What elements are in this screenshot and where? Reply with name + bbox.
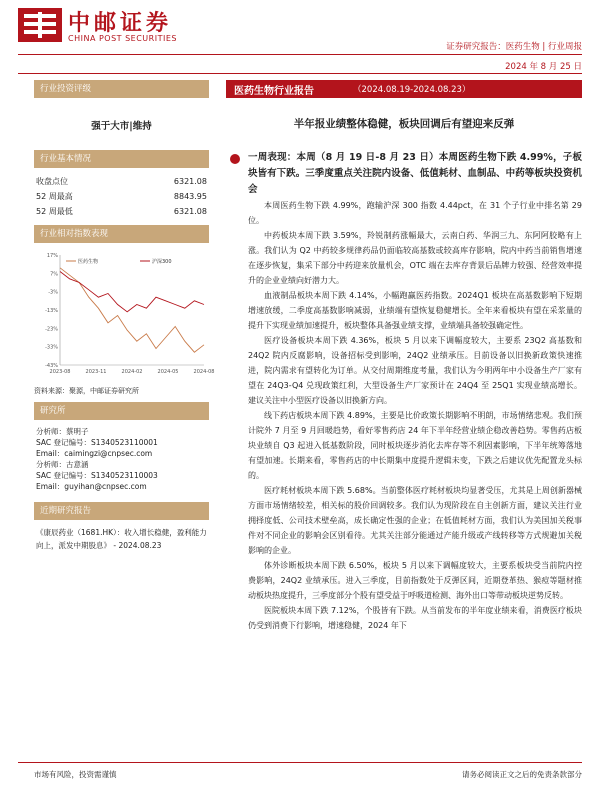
y-tick-label: -23% bbox=[45, 326, 58, 333]
body-paragraph: 医疗耗材板块本周下跌 5.68%。当前整体医疗耗材板块均显著受压，尤其是上周创新器械方面市场情绪较差，相关标的股价回调较多。我们认为现阶段在自主创新方面，建议关注行业拥择度低、公司技术壁垒高，成长确定性强的企业；在低值耗材方面，我们认为美国加关税事件对不同企业的影响会区别看待。尤其关注部分能通过产能升级或产线转移等方式规避加关税影响的企业。 bbox=[248, 486, 582, 555]
analyst-line: 分析师：古意涵 bbox=[36, 460, 89, 469]
body-paragraph: 医院板块本周下跌 7.12%，个股皆有下跌。从当前发布的半年度业绩来看，消费医疗板块仍受到消费下行影响，增速稳健，2024 年下 bbox=[248, 606, 582, 630]
analyst-email[interactable]: Email：caimingzi@cnpsec.com bbox=[36, 449, 153, 458]
x-tick-label: 2024-02 bbox=[121, 369, 143, 375]
body-paragraph: 本周医药生物下跌 4.99%，跑输沪深 300 指数 4.44pct，在 31 个子行业中排名第 29 位。 bbox=[248, 201, 582, 225]
relative-index-heading: 行业相对指数表现 bbox=[34, 225, 209, 243]
brand-name-cn: 中邮证券 bbox=[68, 11, 173, 36]
report-title: 医药生物行业报告 bbox=[234, 86, 314, 97]
series-line-1 bbox=[60, 272, 204, 312]
report-banner bbox=[226, 80, 582, 98]
analyst-line: 分析师：蔡明子 bbox=[36, 427, 89, 436]
recent-reports-heading: 近期研究报告 bbox=[34, 502, 209, 520]
report-body bbox=[248, 150, 582, 633]
relative-index-chart bbox=[34, 247, 215, 382]
analyst-heading: 研究所 bbox=[34, 402, 209, 420]
report-date: 2024 年 8 月 25 日 bbox=[505, 62, 582, 72]
legend-label: 沪深300 bbox=[152, 259, 172, 265]
body-paragraph: 中药板块本周下跌 3.59%，羚锐制药涨幅最大，云南白药、华润三九、东阿阿胶略有上涨。我们认为 Q2 中药较多规律药品仍面临较高基数或较高库存影响，院内中药当前销售增速在逐步恢复，集采下部分中药迎来放量机会，OTC 端在去库存背景后品牌力较强、经营效率提升的企业业绩向好潜力大。 bbox=[248, 231, 582, 285]
y-tick-label: -33% bbox=[45, 344, 58, 351]
analyst-email[interactable]: Email：guyihan@cnpsec.com bbox=[36, 482, 147, 491]
legal-notice: 请务必阅读正文之后的免责条款部分 bbox=[462, 770, 582, 779]
report-period: （2024.08.19-2024.08.23） bbox=[353, 85, 471, 95]
basic-info-heading: 行业基本情况 bbox=[34, 150, 209, 168]
y-tick-label: -13% bbox=[45, 308, 58, 314]
y-tick-label: -43% bbox=[45, 363, 58, 369]
chart-svg bbox=[34, 247, 215, 382]
x-tick-label: 2024-08 bbox=[193, 369, 215, 375]
company-logo bbox=[18, 6, 218, 46]
y-tick-label: 7% bbox=[50, 271, 58, 278]
rating-heading: 行业投资评级 bbox=[34, 80, 209, 98]
headline: 半年报业绩整体稳健，板块回调后有望迎来反弹 bbox=[293, 118, 515, 130]
recent-report-link[interactable]: 《康辰药业（1681.HK）：收入增长稳健，盈利能力向上，派发中期股息》 - 2024.08.23 bbox=[36, 528, 207, 550]
basic-info-table bbox=[34, 174, 209, 219]
y-tick-label: -3% bbox=[48, 289, 58, 296]
header-divider bbox=[18, 54, 582, 55]
x-tick-label: 2023-08 bbox=[49, 369, 71, 375]
body-paragraph: 线下药店板块本周下跌 4.89%，主要是比价政策长期影响不明朗，市场情绪悲观。我们预计院外 7 月至 9 月回暖趋势，看好零售药店 24 年下半年经营业绩企稳改善趋势。零售药店板块业绩自 Q3 起进入低基数阶段，同时板块逐步消化去库存等不利因素影响，下半年统筹落地有望加速。长期来看，零售药店的中长期集中度提升逻辑未变，下跌之后建议优先配置龙头标的。 bbox=[248, 411, 582, 480]
risk-disclaimer: 市场有风险，投资需谨慎 bbox=[34, 770, 117, 779]
analyst-line: SAC 登记编号：S1340523110003 bbox=[36, 471, 158, 480]
footer-divider bbox=[18, 762, 582, 763]
analyst-info bbox=[34, 420, 209, 502]
industry-rating: 强于大市|维持 bbox=[91, 121, 152, 132]
table-row: 52 周最低 6321.08 bbox=[36, 207, 207, 216]
analyst-line: SAC 登记编号：S1340523110001 bbox=[36, 438, 158, 447]
y-tick-label: 17% bbox=[46, 253, 58, 259]
table-row: 52 周最高 8843.95 bbox=[36, 192, 207, 201]
body-paragraph: 体外诊断板块本周下跌 6.50%，板块 5 月以来下调幅度较大，主要系板块受当前院内控费影响，24Q2 业绩承压。进入三季度，目前指数处于反弹区间，近期登革热、猴痘等题材推动板块热度提升，三季度部分个股有望受益于呼吸道检测、海外出口等带动板块逆势反转。 bbox=[248, 561, 582, 600]
x-tick-label: 2024-05 bbox=[157, 369, 179, 375]
header-divider-2 bbox=[18, 73, 582, 74]
chart-source: 资料来源：聚源，中邮证券研究所 bbox=[34, 387, 139, 395]
series-line-0 bbox=[60, 268, 204, 352]
brand-name-en: CHINA POST SECURITIES bbox=[68, 34, 177, 43]
body-paragraph: 医疗设备板块本周下跌 4.36%，板块 5 月以来下调幅度较大，主要系 23Q2 高基数和 24Q2 院内反腐影响，设备招标受到影响，24Q2 业绩承压。目前设备以旧换新政策快速推进，院内需求有望转化为订单。从交付周期维度考量，我们认为今明两年中小设备生产厂家有望在 24Q3-Q4 兑现政策红利，大型设备生产厂家预计在 24Q4 至 25Q1 实现业绩高增长。建议关注中小型医疗设备以旧换新方向。 bbox=[248, 336, 582, 405]
bullet-icon bbox=[230, 154, 240, 164]
legend-label: 医药生物 bbox=[78, 259, 99, 265]
x-tick-label: 2023-11 bbox=[85, 369, 107, 375]
body-paragraph: 血液制品板块本周下跌 4.14%，小幅跑赢医药指数。2024Q1 板块在高基数影响下短期增速放缓，二季度高基数影响减弱，业绩端有望恢复稳健增长。全年来看板块有望在采浆量的提升下实现业绩加速提升，板块整体具备强业绩支撑，业绩端具备较强确定性。 bbox=[248, 291, 582, 330]
sidebar bbox=[34, 80, 215, 740]
breadcrumb: 证券研究报告：医药生物 | 行业周报 bbox=[446, 42, 582, 52]
logo-mark-icon bbox=[18, 8, 62, 42]
table-row: 收盘点位 6321.08 bbox=[36, 177, 207, 186]
summary-paragraph: 一周表现：本周（8 月 19 日-8 月 23 日）本周医药生物下跌 4.99%，子板块皆有下跌。三季度重点关注院内设备、低值耗材、血制品、中药等板块投资机会 bbox=[248, 152, 582, 195]
